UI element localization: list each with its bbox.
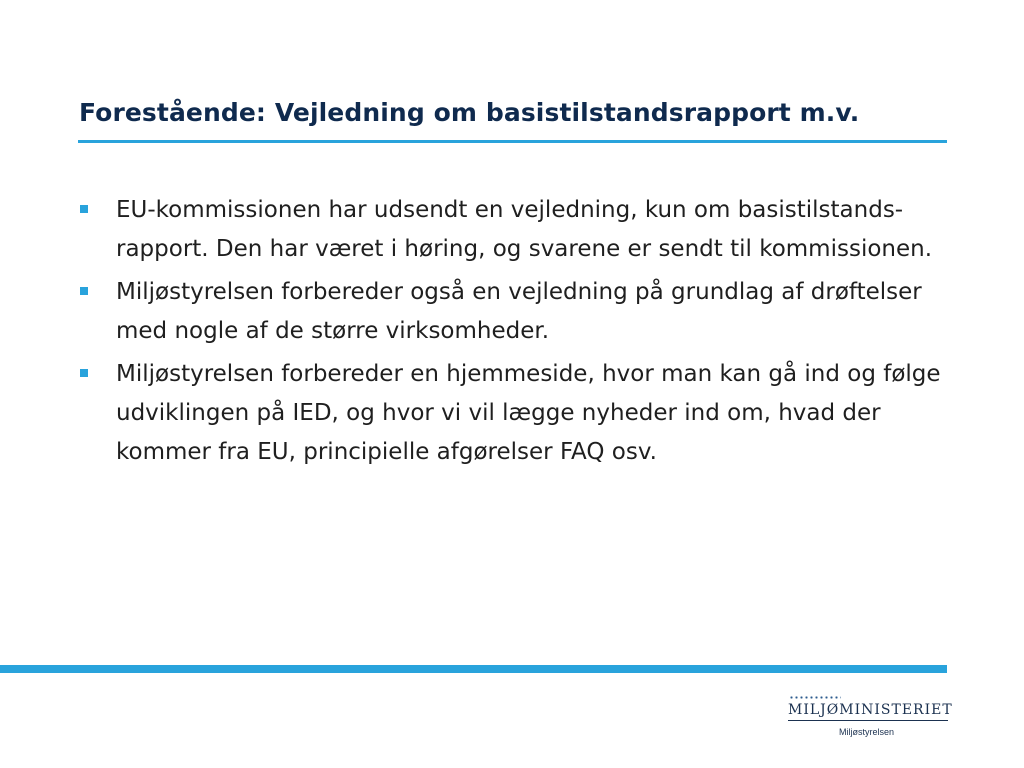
square-bullet-icon bbox=[80, 205, 88, 213]
bullet-text: Miljøstyrelsen forbereder også en vejledning på grundlag af drøftelser med nogle af de større virksomheder. bbox=[116, 279, 922, 344]
slide-title: Forestående: Vejledning om basistilstandsrapport m.v. bbox=[79, 98, 860, 127]
logo-name: MILJØMINISTERIET bbox=[788, 702, 953, 718]
square-bullet-icon bbox=[80, 369, 88, 377]
logo-subtitle: Miljøstyrelsen bbox=[839, 727, 895, 737]
bullet-text: Miljøstyrelsen forbereder en hjemmeside, hvor man kan gå ind og følge udviklingen på IED, og hvor vi vil lægge nyheder ind om, hvad der kommer fra EU, principielle afgørelser FAQ osv. bbox=[116, 361, 941, 465]
bullet-list bbox=[78, 191, 948, 476]
square-bullet-icon bbox=[80, 287, 88, 295]
bullet-item bbox=[78, 273, 948, 351]
footer-bar bbox=[0, 665, 947, 673]
ministry-logo bbox=[788, 696, 953, 746]
logo-divider bbox=[788, 720, 948, 721]
bullet-text: EU-kommissionen har udsendt en vejledning, kun om basistilstands-rapport. Den har været i høring, og svarene er sendt til kommissionen. bbox=[116, 197, 933, 262]
logo-dots-icon bbox=[789, 696, 841, 699]
title-underline bbox=[78, 140, 947, 143]
bullet-item bbox=[78, 191, 948, 269]
bullet-item bbox=[78, 355, 948, 472]
